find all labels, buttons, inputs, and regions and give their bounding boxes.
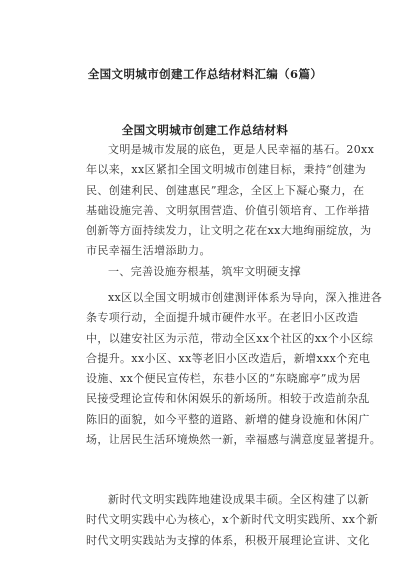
article-title: 全国文明城市创建工作总结材料 (121, 123, 289, 137)
paragraph-line: 年以来，xx区紧扣全国文明城市创建目标，秉持“创建为 (86, 163, 367, 177)
paragraph-line: 设施、xx个便民宣传栏，东巷小区的“东晓廊亭”成为居 (86, 372, 361, 386)
paragraph-line: 文明是城市发展的底色，更是人民幸福的基石。20xx (108, 143, 375, 156)
paragraph-line: 场，让居民生活环境焕然一新，幸福感与满意度显著提升。 (86, 433, 382, 447)
section-heading (86, 262, 348, 282)
paragraph-line: 创新等方面持续发力，让文明之花在xx大地绚丽绽放，为 (86, 224, 372, 238)
facilities-paragraph (86, 288, 383, 450)
paragraph-line: 陈旧的面貌，如今平整的道路、新增的健身设施和休闲广 (86, 412, 370, 426)
practice-paragraph (86, 490, 379, 551)
intro-paragraph (86, 140, 375, 262)
paragraph-line: 民、创建利民、创建惠民”理念，全区上下凝心聚力，在 (86, 183, 365, 197)
paragraph-line: 新时代文明实践阵地建设成果丰硕。全区构建了以新 (108, 493, 370, 506)
paragraph-line: 中，以建安社区为示范，带动全区xx个社区的xx个小区综 (86, 331, 374, 345)
paragraph-line: xx区以全国文明城市创建测评体系为导向，深入推进各 (108, 291, 383, 304)
paragraph-line: 时代文明实践中心为核心，x个新时代文明实践所、xx个新 (86, 513, 379, 527)
paragraph-line: 市民幸福生活增添助力。 (86, 244, 211, 258)
document-title: 全国文明城市创建工作总结材料汇编（6篇） (87, 67, 323, 81)
paragraph-line: 时代文明实践站为支撑的体系，积极开展理论宣讲、文化 (86, 533, 370, 547)
paragraph-line: 合提升。xx小区、xx等老旧小区改造后，新增xxx个充电 (86, 351, 371, 365)
paragraph-line: 条专项行动，全面提升城市硬件水平。在老旧小区改造 (86, 311, 359, 325)
section-heading-text: 一、完善设施夯根基，筑牢文明硬支撑 (108, 265, 301, 278)
paragraph-line: 基础设施完善、文明氛围营造、价值引领培育、工作举措 (86, 203, 370, 217)
paragraph-line: 民接受理论宣传和休闲娱乐的新场所。相较于改造前杂乱 (86, 392, 370, 406)
